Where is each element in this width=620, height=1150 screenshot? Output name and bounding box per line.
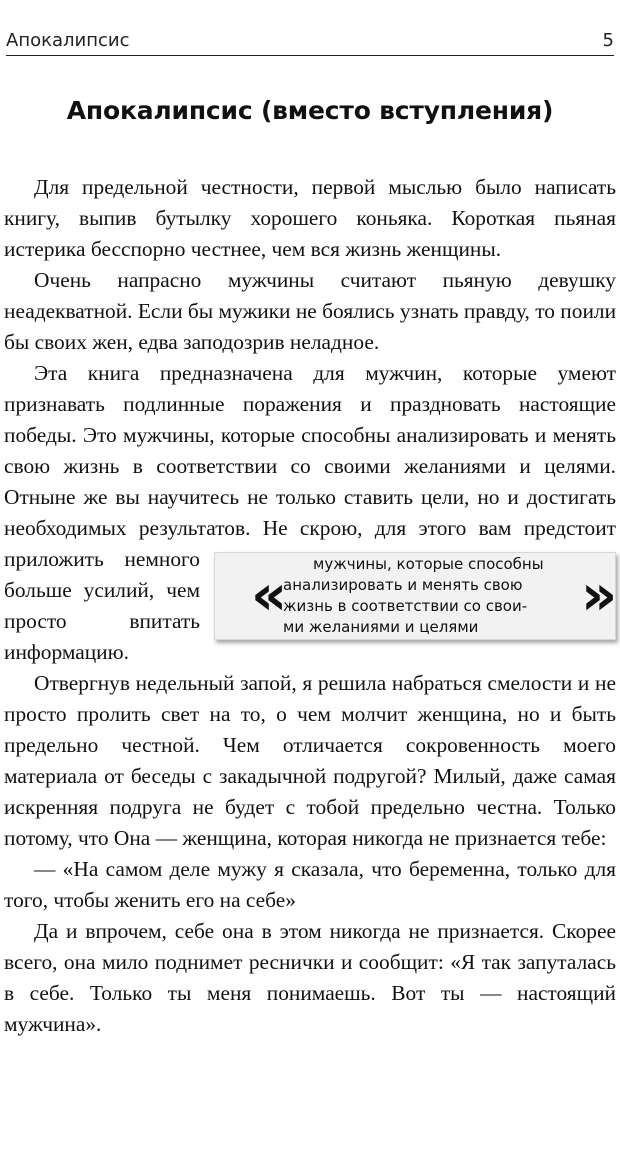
close-quote-mark: » <box>581 563 618 628</box>
running-header-section: Апокалипсис <box>6 30 130 51</box>
page-number: 5 <box>602 30 614 51</box>
open-quote-mark: « <box>251 563 288 628</box>
paragraph-3: Эта книга предназначена для мужчин, которые умеют признавать подлинные поражения и праздновать настоящие победы. Это мужчины, которые способны анализировать и менять свою жизнь в соответствии со своими желаниями и целями. Отныне же вы научитесь не только ставить цели, но и достигать необходимых результатов. Не скрою, для этого вам предстоит приложить « мужчины, которые способны анализировать и менять свою жизнь в соответствии со свои- ми желаниями и целями » немного больше усилий, чем просто впитать информацию. <box>4 361 618 664</box>
pull-quote-text: мужчины, которые способны анализировать и менять свою жизнь в соответствии со свои- ми желаниями и целями <box>283 555 544 636</box>
paragraph-4: Отвергнув недельный запой, я решила набраться смелости и не просто пролить свет на то, о чем молчит женщина, но и быть предельно честной. Чем отличается сокровенность моего материала от беседы с закадычной подругой? Милый, даже самая искренняя подруга не будет с тобой предельно честна. Только потому, что Она — женщина, которая никогда не признается тебе: <box>4 671 616 850</box>
paragraph-6: Да и впрочем, себе она в этом никогда не признается. Скорее всего, она мило поднимет реснички и сообщит: «Я так запуталась в себе. Только ты меня понимаешь. Вот ты — настоящий мужчина». <box>4 919 616 1036</box>
paragraph-1: Для предельной честности, первой мыслью было написать книгу, выпив бутылку хорошего коньяка. Короткая пьяная истерика бесспорно честнее, чем вся жизнь женщины. <box>4 175 616 261</box>
running-header <box>6 30 614 56</box>
paragraph-2: Очень напрасно мужчины считают пьяную девушку неадекватной. Если бы мужики не боялись узнать правду, то поили бы своих жен, едва заподозрив неладное. <box>4 268 617 354</box>
chapter-title: Апокалипсис (вместо вступления) <box>66 96 554 125</box>
pull-quote <box>214 552 616 640</box>
body-text <box>4 172 616 1040</box>
paragraph-5: — «На самом деле мужу я сказала, что беременна, только для того, чтобы женить его на себе» <box>4 857 616 912</box>
